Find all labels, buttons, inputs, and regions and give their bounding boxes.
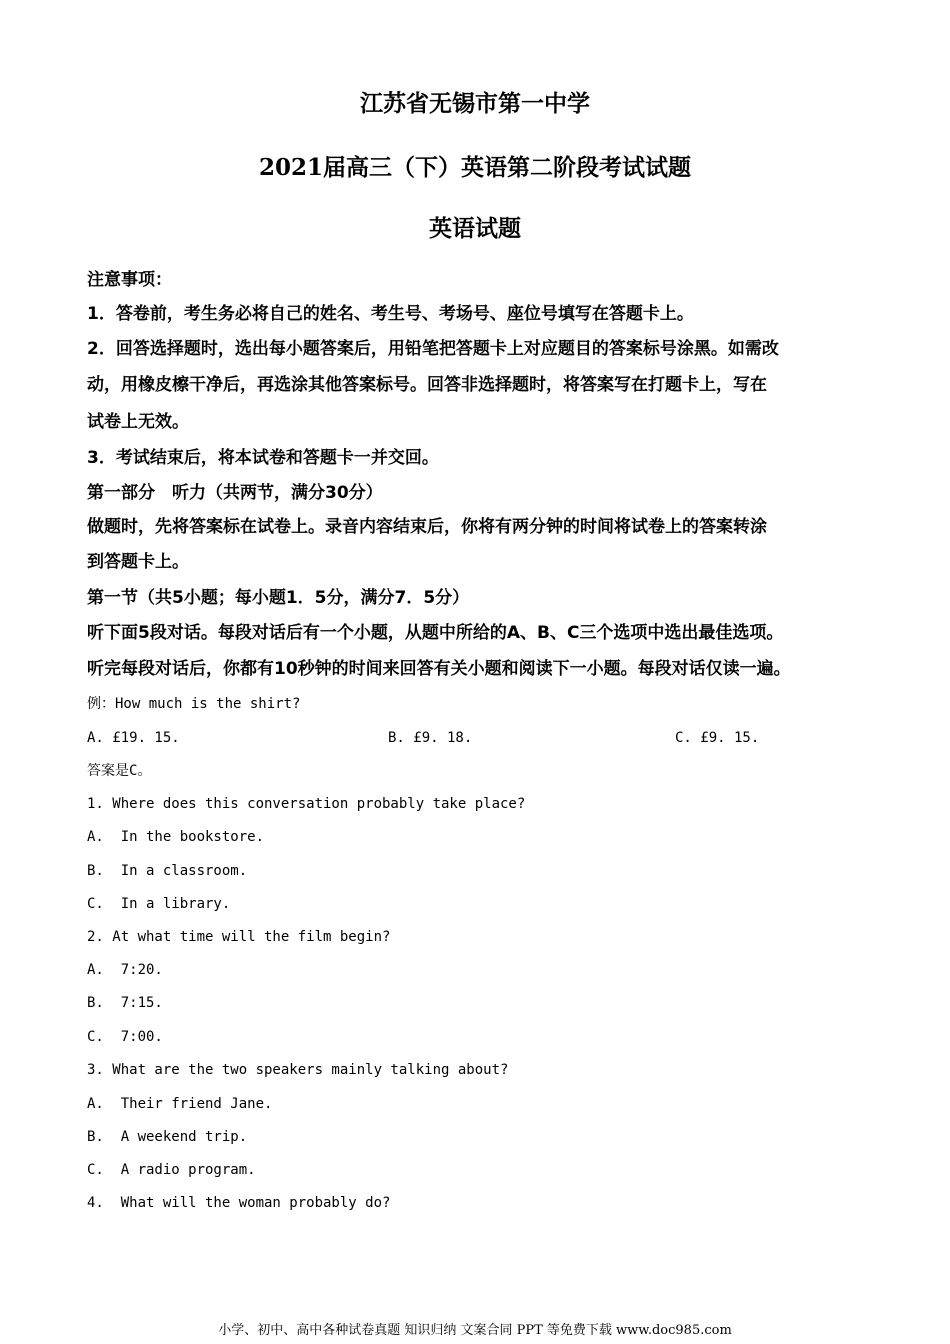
section1-line-2: 听完每段对话后，你都有10秒钟的时间来回答有关小题和阅读下一小题。每段对话仅读一遍。 <box>87 659 791 679</box>
subject-title: 英语试题 <box>429 215 521 242</box>
question-1-option-c: C. In a library. <box>87 896 231 912</box>
question-3-option-c: C. A radio program. <box>87 1162 256 1178</box>
question-1: 1. Where does this conversation probably take place? <box>87 796 526 812</box>
question-3: 3. What are the two speakers mainly talking about? <box>87 1062 509 1078</box>
example-answer: 答案是C。 <box>87 763 152 779</box>
notice-item-2-line-2: 动，用橡皮檫干净后，再选涂其他答案标号。回答非选择题时，将答案写在打题卡上，写在 <box>87 375 767 395</box>
question-4: 4. What will the woman probably do? <box>87 1195 391 1211</box>
notice-item-2-line-3: 试卷上无效。 <box>87 412 189 432</box>
notice-heading: 注意事项： <box>87 270 172 290</box>
question-2-option-b: B. 7:15. <box>87 995 163 1011</box>
school-title: 江苏省无锡市第一中学 <box>360 90 590 117</box>
example-option-a: A. £19. 15. <box>87 730 180 746</box>
footer-watermark: 小学、初中、高中各种试卷真题 知识归纳 文案合同 PPT 等免费下载 www.doc985.com <box>218 1323 732 1338</box>
part1-heading: 第一部分 听力（共两节，满分30分） <box>87 483 383 503</box>
question-2-option-a: A. 7:20. <box>87 962 163 978</box>
part1-intro-line-1: 做题时，先将答案标在试卷上。录音内容结束后，你将有两分钟的时间将试卷上的答案转涂 <box>87 517 767 537</box>
question-3-option-b: B. A weekend trip. <box>87 1129 248 1145</box>
exam-title: 2021届高三（下）英语第二阶段考试试题 <box>258 154 691 181</box>
question-1-option-b: B. In a classroom. <box>87 863 248 879</box>
question-1-option-a: A. In the bookstore. <box>87 829 265 845</box>
notice-item-1: 1．答卷前，考生务必将自己的姓名、考生号、考场号、座位号填写在答题卡上。 <box>87 304 694 324</box>
section1-heading: 第一节（共5小题；每小题1．5分，满分7．5分） <box>87 588 470 608</box>
part1-intro-line-2: 到答题卡上。 <box>87 552 189 572</box>
example-question: 例：How much is the shirt? <box>87 696 301 712</box>
notice-item-2-line-1: 2．回答选择题时，选出每小题答案后，用铅笔把答题卡上对应题目的答案标号涂黑。如需改 <box>87 339 779 359</box>
example-option-c: C. £9. 15. <box>675 730 760 746</box>
question-2-option-c: C. 7:00. <box>87 1029 163 1045</box>
notice-item-3: 3．考试结束后，将本试卷和答题卡一并交回。 <box>87 448 439 468</box>
question-2: 2. At what time will the film begin? <box>87 929 391 945</box>
question-3-option-a: A. Their friend Jane. <box>87 1096 273 1112</box>
example-option-b: B. £9. 18. <box>388 730 473 746</box>
section1-line-1: 听下面5段对话。每段对话后有一个小题，从题中所给的A、B、C三个选项中选出最佳选项。 <box>87 623 784 643</box>
